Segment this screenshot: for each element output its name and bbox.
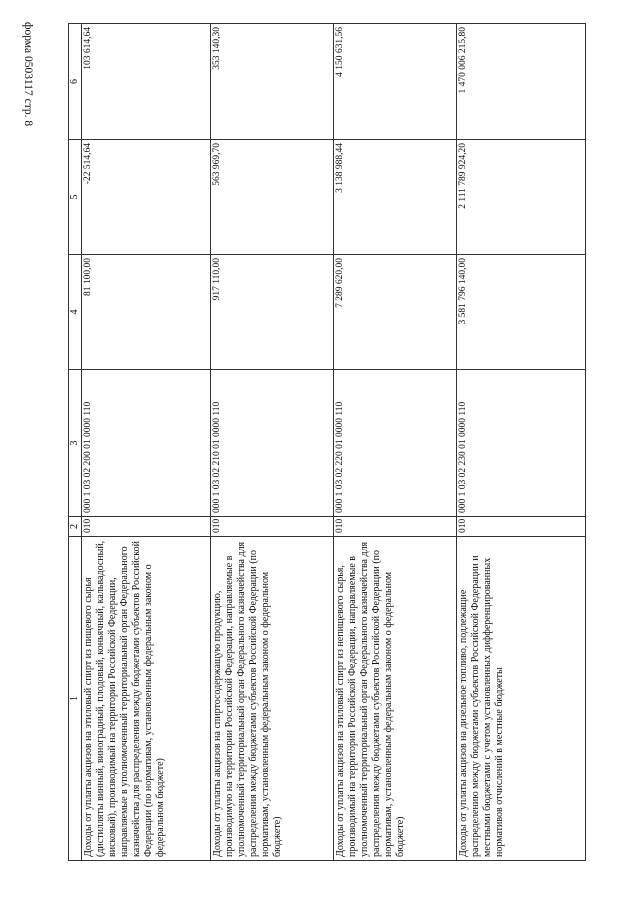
approved-amount: 81 100,00 (82, 255, 211, 370)
col-header-2: 2 (69, 517, 82, 537)
column-number-row (69, 24, 82, 861)
income-name: Доходы от уплаты акцизов на спиртосодержащую продукцию, производимую на территории Российской Федерации, направляемые в уполномоченный территориальный орган Федерального казначейства для распределения между бюджетами субъектов Российской Федерации (по нормативам, установленным федеральным законом о федеральном бюджете) (211, 537, 334, 861)
col-header-5: 5 (69, 140, 82, 255)
executed-amount: 563 969,70 (211, 140, 334, 255)
executed-amount: -22 514,64 (82, 140, 211, 255)
table-row (457, 24, 586, 861)
income-name: Доходы от уплаты акцизов на дизельное топливо, подлежащие распределению между бюджетами субъектов Российской Федерации и местными бюджетами с учетом установленных дифференцированных нормативов отчислений в местные бюджеты (457, 537, 586, 861)
col-header-1: 1 (69, 537, 82, 861)
rotated-page (68, 24, 604, 861)
budget-code: 000 1 03 02 210 01 0000 110 (211, 370, 334, 517)
col-header-6: 6 (69, 24, 82, 140)
income-name: Доходы от уплаты акцизов на этиловый спирт из пищевого сырья (дистилляты винный, виноградный, плодовый, коньячный, кальвадосный, висковый), производимый на территории Российской Федерации, направляемые в уполномоченный территориальный орган Федерального казначейства для распределения между бюджетами субъектов Российской Федерации (по нормативам, установленным федеральным законом о федеральном бюджете) (82, 537, 211, 861)
income-table (68, 23, 586, 861)
approved-amount: 3 581 796 140,00 (457, 255, 586, 370)
unexecuted-amount: 4 150 631,56 (334, 24, 457, 140)
table-row (334, 24, 457, 861)
unexecuted-amount: 353 140,30 (211, 24, 334, 140)
income-name: Доходы от уплаты акцизов на этиловый спирт из непищевого сырья, производимый на территории Российской Федерации, направляемые в уполномоченный территориальный орган Федерального казначейства для распределения между бюджетами субъектов Российской Федерации (по нормативам, установленным федеральным законом о федеральном бюджете) (334, 537, 457, 861)
line-code: 010 (211, 517, 334, 537)
executed-amount: 3 138 988,44 (334, 140, 457, 255)
table-row (82, 24, 211, 861)
budget-code: 000 1 03 02 200 01 0000 110 (82, 370, 211, 517)
line-code: 010 (82, 517, 211, 537)
col-header-3: 3 (69, 370, 82, 517)
line-code: 010 (457, 517, 586, 537)
budget-code: 000 1 03 02 220 01 0000 110 (334, 370, 457, 517)
line-code: 010 (334, 517, 457, 537)
approved-amount: 7 289 620,00 (334, 255, 457, 370)
executed-amount: 2 111 789 924,20 (457, 140, 586, 255)
col-header-4: 4 (69, 255, 82, 370)
budget-code: 000 1 03 02 230 01 0000 110 (457, 370, 586, 517)
table-row (211, 24, 334, 861)
form-label: форма 0503117 стр. 8 (22, 22, 34, 127)
approved-amount: 917 110,00 (211, 255, 334, 370)
unexecuted-amount: 103 614,64 (82, 24, 211, 140)
unexecuted-amount: 1 470 006 215,80 (457, 24, 586, 140)
